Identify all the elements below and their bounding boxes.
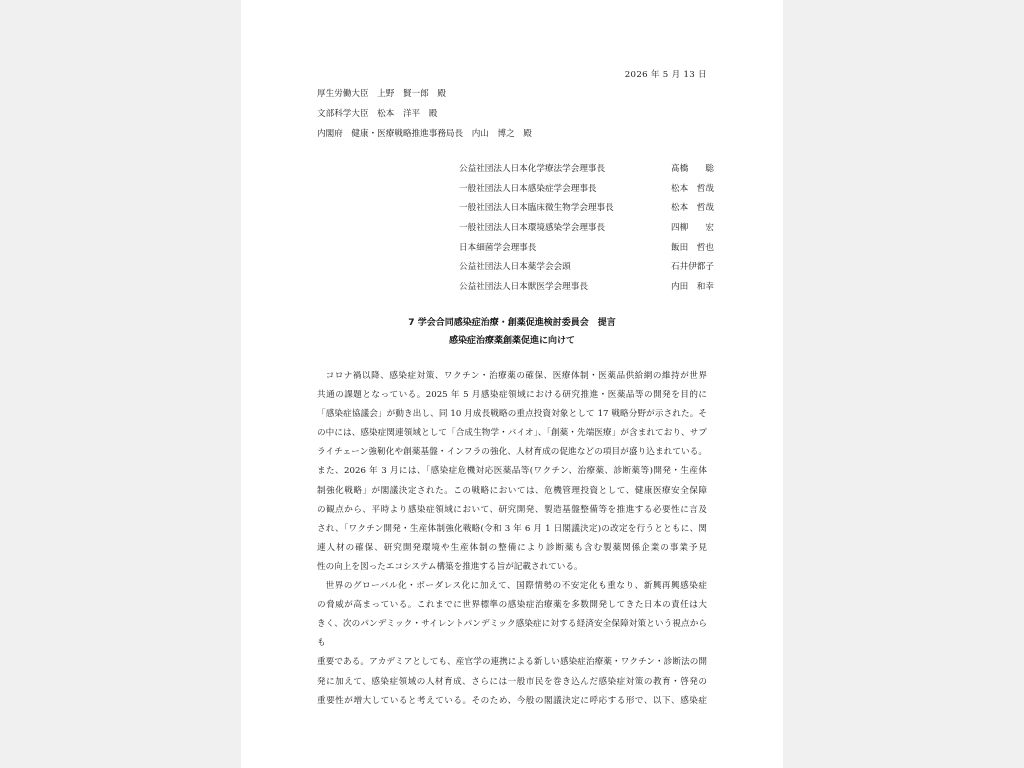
sender-name: 髙橋 聡 <box>671 164 714 174</box>
body-line: 「感染症協議会」が動き出し、同 10 月成長戦略の重点投資対象として 17 戦略分野が示された。そ <box>317 409 707 420</box>
title-line-2: 感染症治療薬創薬促進に向けて <box>448 336 575 346</box>
sender-name: 飯田 哲也 <box>671 242 714 253</box>
sender-org: 日本細菌学会理事長 <box>459 242 537 253</box>
sender-line <box>459 281 714 301</box>
sender-org: 公益社団法人日本薬学会会頭 <box>459 262 571 273</box>
body-line: の中には、感染症関連領域として「合成生物学・バイオ」、「創薬・先端医療」が含まれており、サプ <box>317 428 707 439</box>
body-line: 性の向上を図ったエコシステム構築を推進する旨が記載されている。 <box>317 561 583 572</box>
body-line: 重要性が増大していると考えている。そのため、今般の閣議決定に呼応する形で、以下、感染症 <box>317 695 707 706</box>
sender-org: 公益社団法人日本化学療法学会理事長 <box>459 164 606 174</box>
body-line: 共通の課題となっている。2025 年 5 月感染症領域における研究推進・医薬品等の開発を目的に <box>317 390 707 401</box>
sender-line <box>459 222 714 242</box>
document-title <box>317 314 707 350</box>
document-page <box>241 0 783 768</box>
addressee-list <box>317 88 532 148</box>
sender-list <box>459 163 714 301</box>
sender-name: 四柳 宏 <box>671 223 714 234</box>
sender-line <box>459 163 714 183</box>
body-line: また、2026 年 3 月には、「感染症危機対応医薬品等(ワクチン、治療薬、診断薬等)開発・生産体 <box>317 466 707 477</box>
body-line: の脅威が高まっている。これまでに世界標準の感染症治療薬を多数開発してきた日本の責任は大 <box>317 600 707 611</box>
sender-name: 松本 哲哉 <box>671 183 714 194</box>
sender-name: 松本 哲哉 <box>671 203 714 214</box>
sender-line <box>459 261 714 281</box>
body-line: 世界のグローバル化・ボーダレス化に加えて、国際情勢の不安定化も重なり、新興再興感染症 <box>325 581 707 592</box>
sender-name: 内田 和幸 <box>671 282 714 293</box>
addressee-line: 内閣府 健康・医療戦略推進事務局長 内山 博之 殿 <box>317 129 532 139</box>
sender-line <box>459 242 714 262</box>
body-line: され、「ワクチン開発・生産体制強化戦略(令和 3 年 6 月 1 日閣議決定)の改定を行うとともに、関 <box>317 523 707 534</box>
body-line: 制強化戦略」が閣議決定された。この戦略においては、危機管理投資として、健康医療安全保障 <box>317 485 707 496</box>
body-line: 発に加えて、感染症領域の人材育成、さらには一般市民を巻き込んだ感染症対策の教育・啓発の <box>317 676 707 687</box>
sender-line <box>459 202 714 222</box>
sender-line <box>459 183 714 203</box>
body-line: きく、次のパンデミック・サイレントパンデミック感染症に対する経済安全保障対策という視点からも <box>317 619 707 649</box>
body-line: 連人材の確保、研究開発環境や生産体制の整備により診断薬も含む製薬関係企業の事業予見 <box>317 542 707 553</box>
addressee-line: 厚生労働大臣 上野 賢一郎 殿 <box>317 89 446 99</box>
addressee-line: 文部科学大臣 松本 洋平 殿 <box>317 109 438 119</box>
document-date: 2026 年 5 月 13 日 <box>624 70 707 80</box>
sender-org: 一般社団法人日本臨床微生物学会理事長 <box>459 203 614 214</box>
sender-org: 公益社団法人日本獣医学会理事長 <box>459 282 588 293</box>
sender-name: 石井伊都子 <box>671 262 714 273</box>
body-line: の観点から、平時より感染症領域において、研究開発、製造基盤整備等を推進する必要性に言及 <box>317 504 707 515</box>
body-line: 重要である。アカデミアとしても、産官学の連携による新しい感染症治療薬・ワクチン・診断法の開 <box>317 657 707 668</box>
body-line: ライチェーン強靭化や創薬基盤・インフラの強化、人材育成の促進などの項目が盛り込まれている。 <box>317 447 707 458</box>
sender-org: 一般社団法人日本感染症学会理事長 <box>459 183 597 194</box>
sender-org: 一般社団法人日本環境感染学会理事長 <box>459 223 606 234</box>
document-body <box>317 367 707 711</box>
body-line: コロナ禍以降、感染症対策、ワクチン・治療薬の確保、医療体制・医薬品供給網の維持が世界 <box>325 371 707 381</box>
title-line-1: 7 学会合同感染症治療・創薬促進検討委員会 提言 <box>408 318 616 328</box>
